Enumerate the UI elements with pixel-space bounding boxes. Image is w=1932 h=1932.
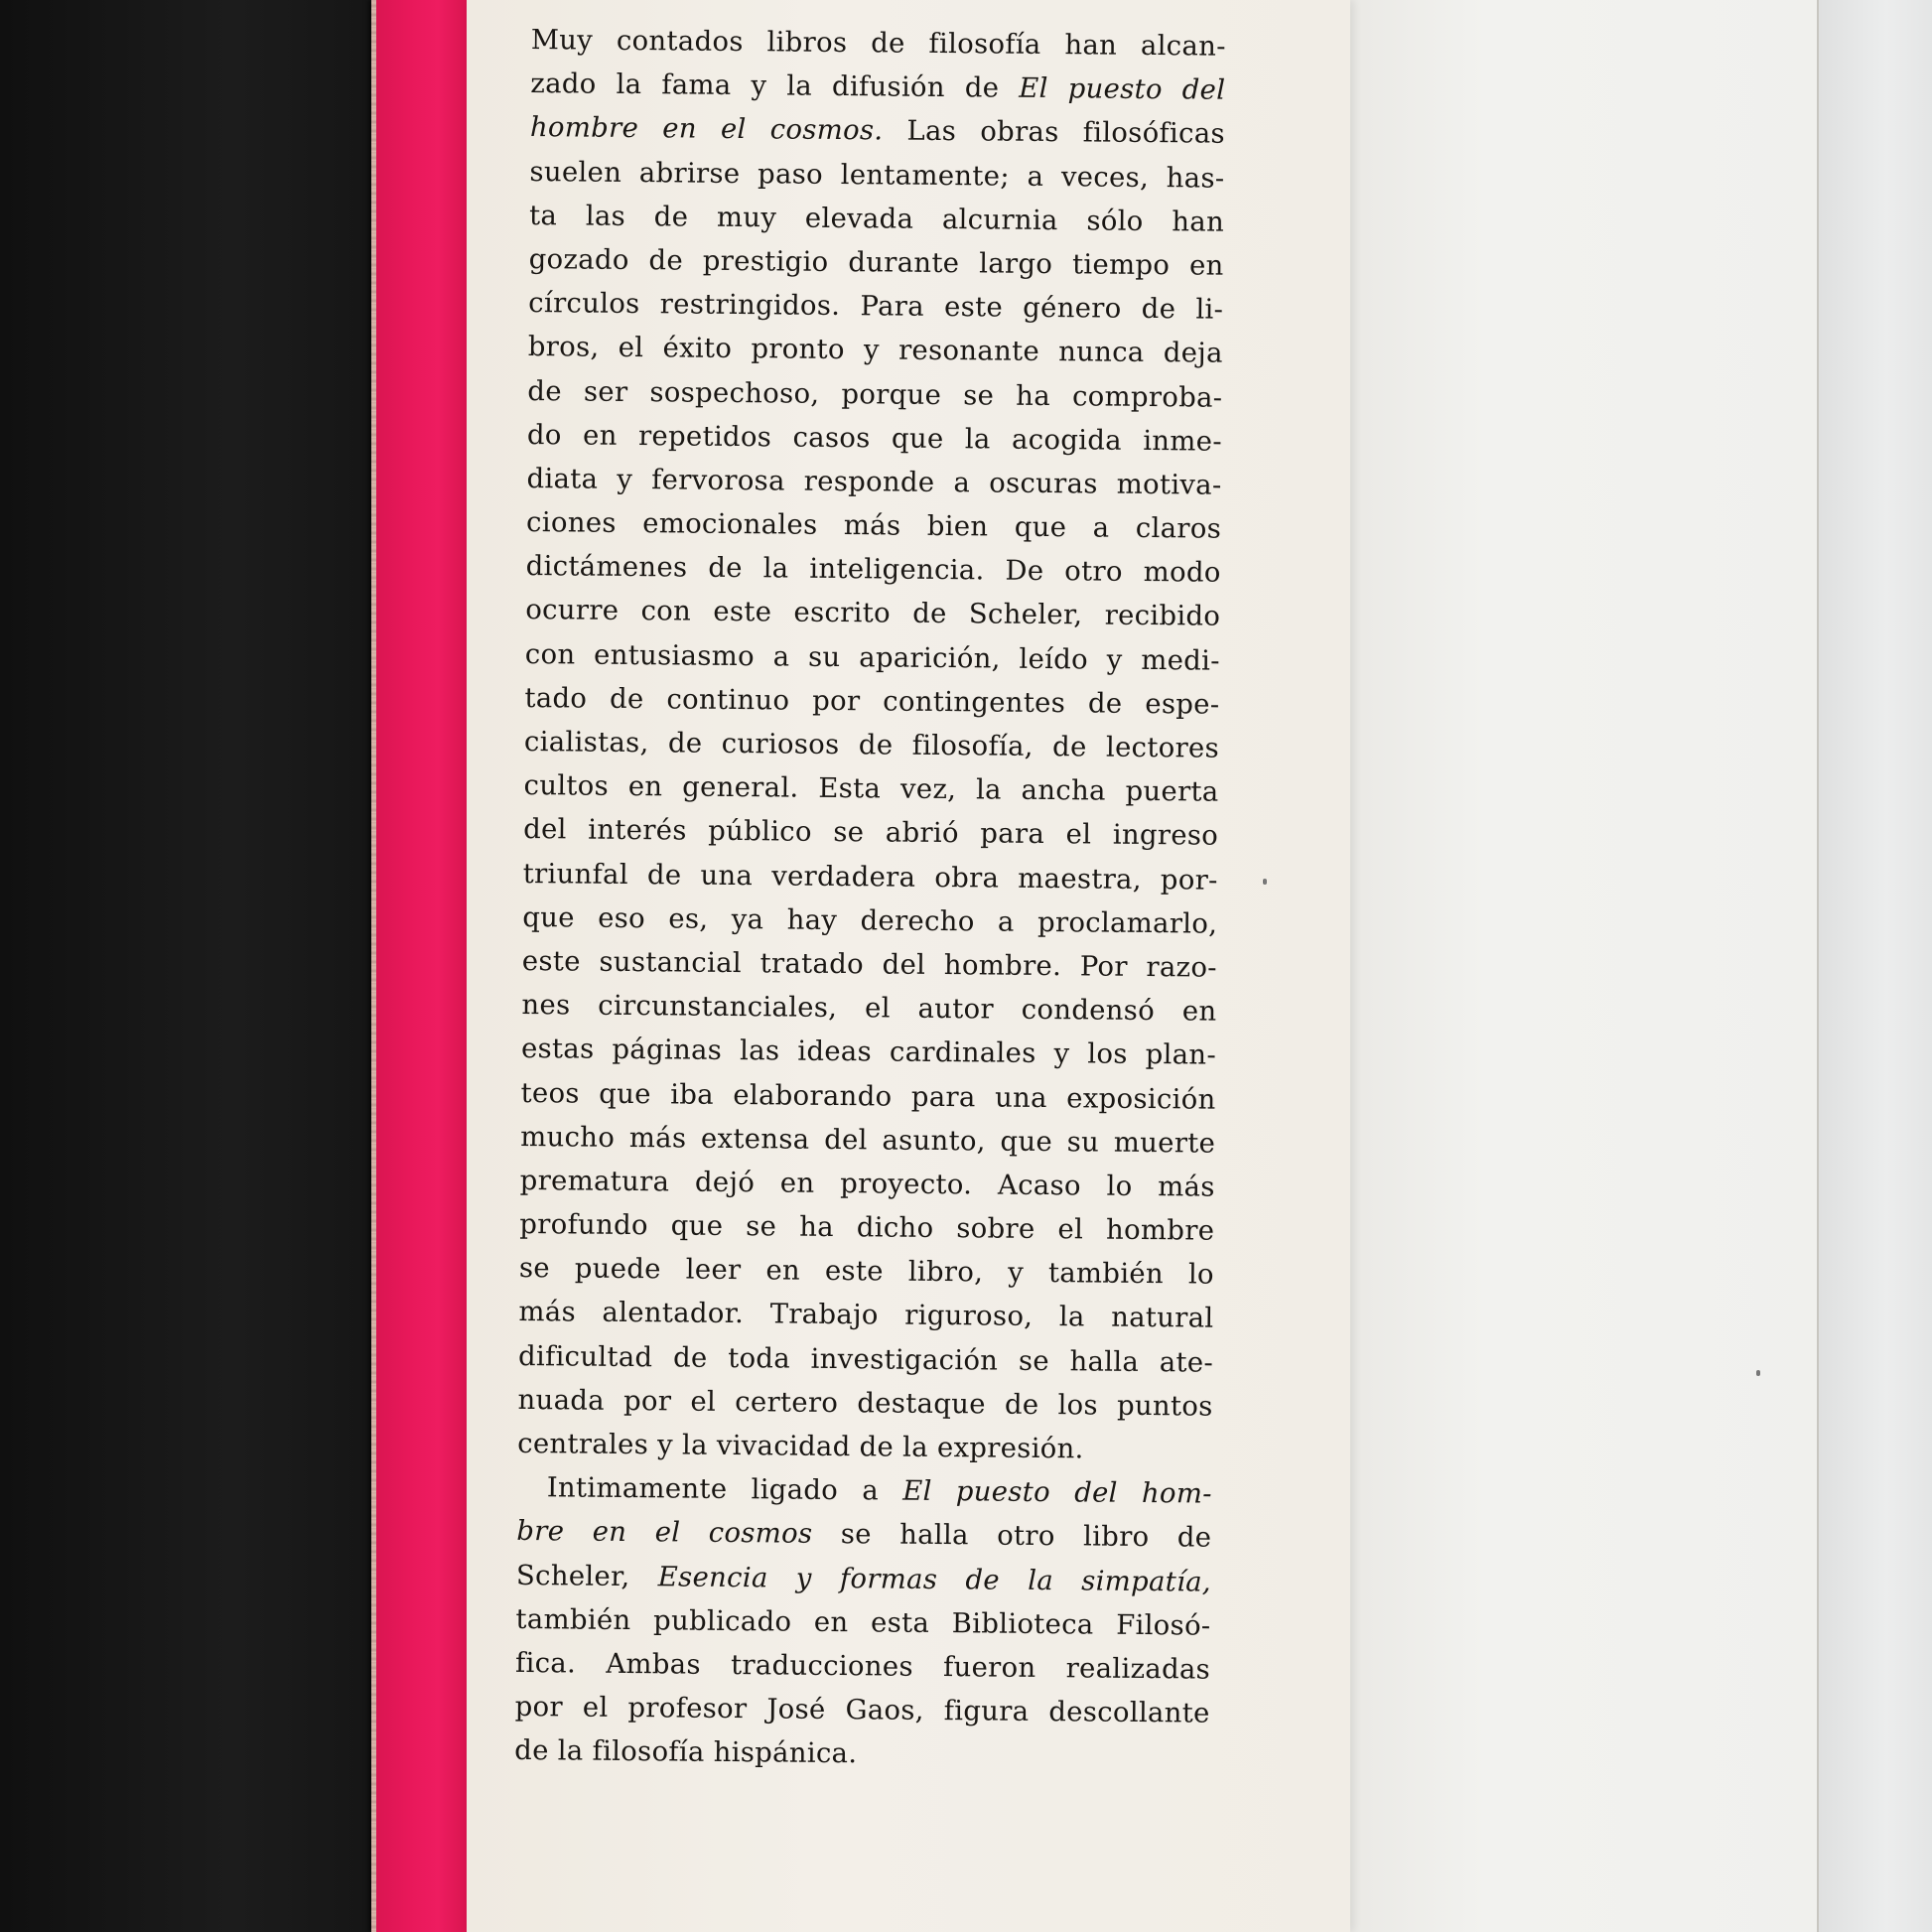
text-line: [528, 281, 1223, 332]
text-line: [528, 325, 1223, 375]
text-line: [522, 939, 1217, 990]
text-segment: teos que iba elaborando para una exposición: [520, 1076, 1216, 1116]
text-segment: nuada por el certero destaque de los puntos: [517, 1383, 1213, 1423]
text-segment: también publicado en esta Biblioteca Filosó-: [515, 1602, 1211, 1642]
text-line: [529, 194, 1224, 244]
text-segment: dificultad de toda investigación se halla ate-: [517, 1339, 1214, 1379]
text-segment: Muy contados libros de filosofía han alcan-: [530, 23, 1226, 63]
text-line: [517, 1378, 1212, 1429]
text-segment: zado la fama y la difusión de: [530, 68, 1020, 104]
text-line: [516, 1509, 1211, 1560]
text-segment: dictámenes de la inteligencia. De otro modo: [525, 550, 1221, 589]
text-line: [519, 1202, 1214, 1253]
text-segment: ciones emocionales más bien que a claros: [525, 506, 1222, 545]
text-segment: Intimamente ligado a: [546, 1471, 903, 1507]
text-segment: que eso es, ya hay derecho a proclamarlo,: [522, 900, 1218, 940]
text-line: [524, 676, 1219, 727]
text-segment: triunfal de una verdadera obra maestra, por-: [522, 857, 1218, 897]
text-segment: do en repetidos casos que la acogida inme-: [526, 418, 1223, 458]
text-line: [521, 1027, 1216, 1077]
text-line: [525, 588, 1220, 638]
text-line: [520, 1070, 1215, 1121]
italic-title-segment: hombre en el cosmos.: [529, 111, 884, 147]
far-right-page: [1819, 0, 1932, 1932]
red-cover-spine: [371, 0, 467, 1932]
text-line: [522, 896, 1217, 946]
text-segment: se halla otro libro de: [812, 1518, 1212, 1555]
text-segment: más alentador. Trabajo riguroso, la natural: [518, 1296, 1214, 1335]
text-line: [525, 544, 1220, 595]
text-line: [531, 18, 1226, 69]
text-line: [520, 1159, 1215, 1209]
paper-speck: [1263, 879, 1267, 885]
paper-speck: [1756, 1370, 1760, 1376]
text-line: [514, 1728, 1209, 1779]
text-segment: Las obras filosóficas: [883, 114, 1226, 151]
text-segment: cultos en general. Esta vez, la ancha puerta: [523, 769, 1219, 808]
text-line: [515, 1641, 1210, 1692]
text-segment: prematura dejó en proyecto. Acaso lo más: [519, 1164, 1215, 1203]
text-line: [521, 983, 1216, 1034]
text-line: [527, 368, 1222, 419]
back-page: [1330, 0, 1848, 1932]
text-line: [520, 1115, 1215, 1166]
text-segment: gozado de prestigio durante largo tiempo en: [528, 242, 1224, 282]
text-segment: bros, el éxito pronto y resonante nunca deja: [527, 331, 1223, 370]
text-segment: con entusiasmo a su aparición, leído y medi-: [524, 637, 1220, 677]
text-segment: se puede leer en este libro, y también lo: [518, 1252, 1215, 1291]
text-segment: fica. Ambas traducciones fueron realizadas: [514, 1646, 1211, 1686]
text-line: [516, 1553, 1211, 1603]
text-segment: cialistas, de curiosos de filosofía, de lectores: [523, 725, 1220, 764]
text-line: [526, 500, 1221, 551]
text-segment: de ser sospechoso, porque se ha comproba-: [527, 374, 1223, 414]
text-segment: tado de continuo por contingentes de espe-: [524, 681, 1220, 721]
text-line: [523, 852, 1218, 902]
text-line: [529, 150, 1224, 201]
text-segment: suelen abrirse paso lentamente; a veces, has-: [529, 155, 1225, 195]
text-line: [515, 1597, 1210, 1648]
text-line: [523, 763, 1218, 814]
text-segment: estas páginas las ideas cardinales y los plan-: [520, 1033, 1217, 1071]
text-line: [517, 1422, 1212, 1472]
text-line: [519, 1246, 1214, 1297]
text-segment: nes circunstanciales, el autor condensó en: [521, 989, 1217, 1028]
text-segment: ta las de muy elevada alcurnia sólo han: [528, 199, 1225, 238]
text-line: [523, 807, 1218, 858]
text-segment: del interés público se abrió para el ingreso: [523, 813, 1219, 853]
text-line: [517, 1465, 1212, 1516]
paragraph-2: [514, 1465, 1212, 1779]
text-line: [514, 1685, 1209, 1735]
paragraph-1: [517, 18, 1226, 1472]
text-segment: diata y fervorosa responde a oscuras motiva-: [526, 462, 1222, 501]
text-segment: de la filosofía hispánica.: [514, 1734, 858, 1770]
text-segment: por el profesor José Gaos, figura descollante: [514, 1691, 1210, 1729]
text-line: [527, 413, 1222, 464]
italic-title-segment: bre en el cosmos: [516, 1515, 813, 1551]
text-segment: Scheler,: [515, 1559, 658, 1592]
text-line: [530, 62, 1225, 112]
dark-background: [0, 0, 387, 1932]
text-line: [526, 457, 1221, 507]
text-segment: este sustancial tratado del hombre. Por razo-: [521, 944, 1218, 984]
text-line: [518, 1290, 1213, 1340]
flap-text-block: [514, 18, 1226, 1779]
text-line: [528, 237, 1223, 288]
text-segment: centrales y la vivacidad de la expresión.: [517, 1427, 1084, 1465]
text-line: [530, 105, 1225, 156]
text-segment: ocurre con este escrito de Scheler, recibido: [525, 594, 1221, 633]
text-segment: mucho más extensa del asunto, que su muerte: [520, 1120, 1216, 1160]
text-line: [518, 1334, 1213, 1385]
text-segment: profundo que se ha dicho sobre el hombre: [519, 1208, 1215, 1247]
italic-title-segment: El puesto del hom-: [902, 1474, 1212, 1510]
italic-title-segment: Esencia y formas de la simpatía,: [657, 1560, 1212, 1598]
text-line: [525, 632, 1220, 683]
text-line: [524, 720, 1219, 770]
text-segment: círculos restringidos. Para este género de li-: [528, 287, 1224, 326]
italic-title-segment: El puesto del: [1019, 71, 1226, 106]
